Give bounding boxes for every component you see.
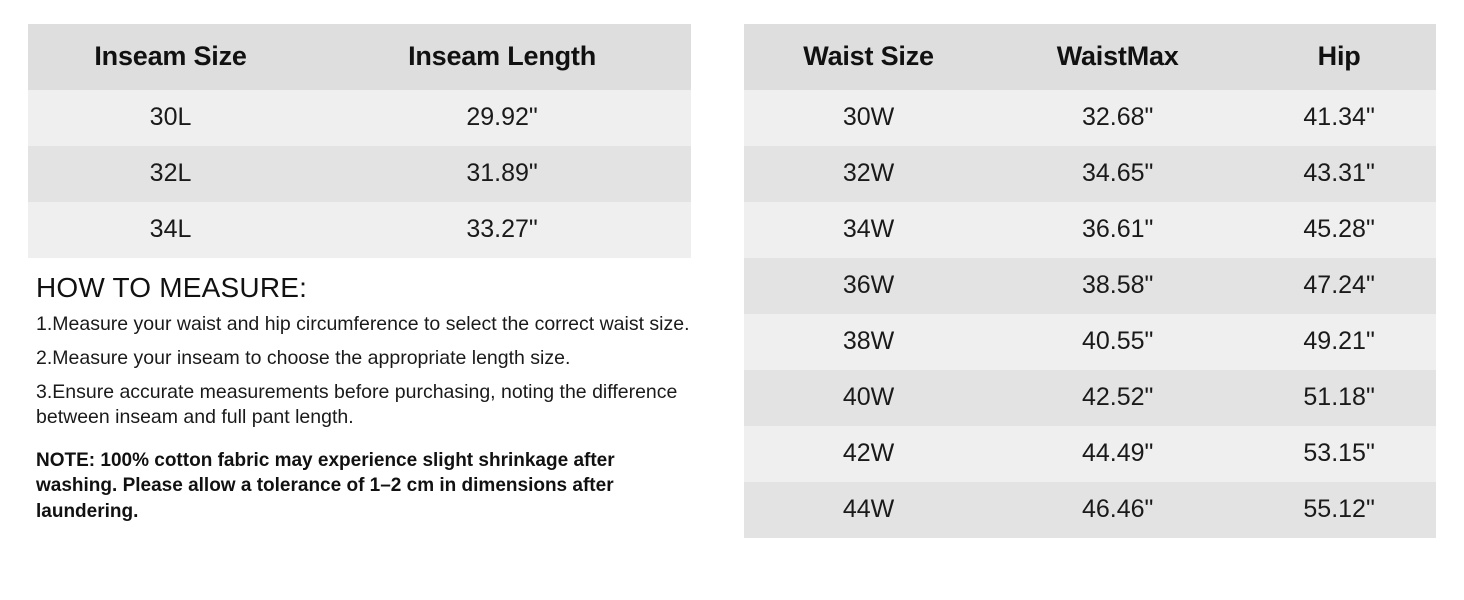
table-row bbox=[744, 90, 1436, 146]
cell-hip: 41.34" bbox=[1242, 90, 1436, 146]
cell-waist-max: 38.58" bbox=[993, 258, 1242, 314]
cell-waist-max: 44.49" bbox=[993, 426, 1242, 482]
table-row bbox=[744, 426, 1436, 482]
table-row bbox=[744, 314, 1436, 370]
cell-waist-size: 36W bbox=[744, 258, 993, 314]
table-row bbox=[744, 482, 1436, 538]
column-header-inseam-size: Inseam Size bbox=[28, 24, 313, 90]
cell-hip: 51.18" bbox=[1242, 370, 1436, 426]
cell-hip: 43.31" bbox=[1242, 146, 1436, 202]
shrinkage-note: NOTE: 100% cotton fabric may experience slight shrinkage after washing. Please allow a tolerance of 1–2 cm in dimensions after laundering. bbox=[36, 449, 615, 523]
inseam-section bbox=[28, 24, 691, 525]
cell-waist-max: 40.55" bbox=[993, 314, 1242, 370]
waist-size-table bbox=[744, 24, 1436, 538]
table-row bbox=[744, 202, 1436, 258]
cell-waist-max: 34.65" bbox=[993, 146, 1242, 202]
how-to-measure-block bbox=[28, 272, 691, 525]
table-row bbox=[744, 258, 1436, 314]
inseam-size-table bbox=[28, 24, 691, 258]
cell-inseam-size: 30L bbox=[28, 90, 313, 146]
waist-section bbox=[744, 24, 1436, 538]
how-to-measure-step: 2.Measure your inseam to choose the appropriate length size. bbox=[36, 346, 571, 369]
table-header-row bbox=[744, 24, 1436, 90]
cell-hip: 47.24" bbox=[1242, 258, 1436, 314]
how-to-measure-title: HOW TO MEASURE: bbox=[36, 272, 308, 303]
column-header-waist-max: WaistMax bbox=[993, 24, 1242, 90]
cell-waist-size: 32W bbox=[744, 146, 993, 202]
table-row bbox=[28, 202, 691, 258]
how-to-measure-step: 3.Ensure accurate measurements before purchasing, noting the difference between inseam and full pant length. bbox=[36, 380, 678, 428]
table-row bbox=[28, 146, 691, 202]
cell-inseam-length: 31.89" bbox=[313, 146, 691, 202]
cell-waist-max: 46.46" bbox=[993, 482, 1242, 538]
table-row bbox=[28, 90, 691, 146]
how-to-measure-step: 1.Measure your waist and hip circumference to select the correct waist size. bbox=[36, 313, 690, 335]
cell-waist-size: 30W bbox=[744, 90, 993, 146]
table-row bbox=[744, 146, 1436, 202]
cell-hip: 55.12" bbox=[1242, 482, 1436, 538]
cell-hip: 45.28" bbox=[1242, 202, 1436, 258]
cell-waist-size: 34W bbox=[744, 202, 993, 258]
cell-waist-max: 42.52" bbox=[993, 370, 1242, 426]
cell-waist-max: 36.61" bbox=[993, 202, 1242, 258]
cell-waist-max: 32.68" bbox=[993, 90, 1242, 146]
table-header-row bbox=[28, 24, 691, 90]
cell-hip: 53.15" bbox=[1242, 426, 1436, 482]
column-header-inseam-length: Inseam Length bbox=[313, 24, 691, 90]
cell-hip: 49.21" bbox=[1242, 314, 1436, 370]
cell-inseam-length: 33.27" bbox=[313, 202, 691, 258]
column-header-hip: Hip bbox=[1242, 24, 1436, 90]
cell-waist-size: 38W bbox=[744, 314, 993, 370]
cell-inseam-length: 29.92" bbox=[313, 90, 691, 146]
cell-waist-size: 42W bbox=[744, 426, 993, 482]
cell-waist-size: 44W bbox=[744, 482, 993, 538]
table-row bbox=[744, 370, 1436, 426]
cell-inseam-size: 34L bbox=[28, 202, 313, 258]
cell-waist-size: 40W bbox=[744, 370, 993, 426]
cell-inseam-size: 32L bbox=[28, 146, 313, 202]
column-header-waist-size: Waist Size bbox=[744, 24, 993, 90]
